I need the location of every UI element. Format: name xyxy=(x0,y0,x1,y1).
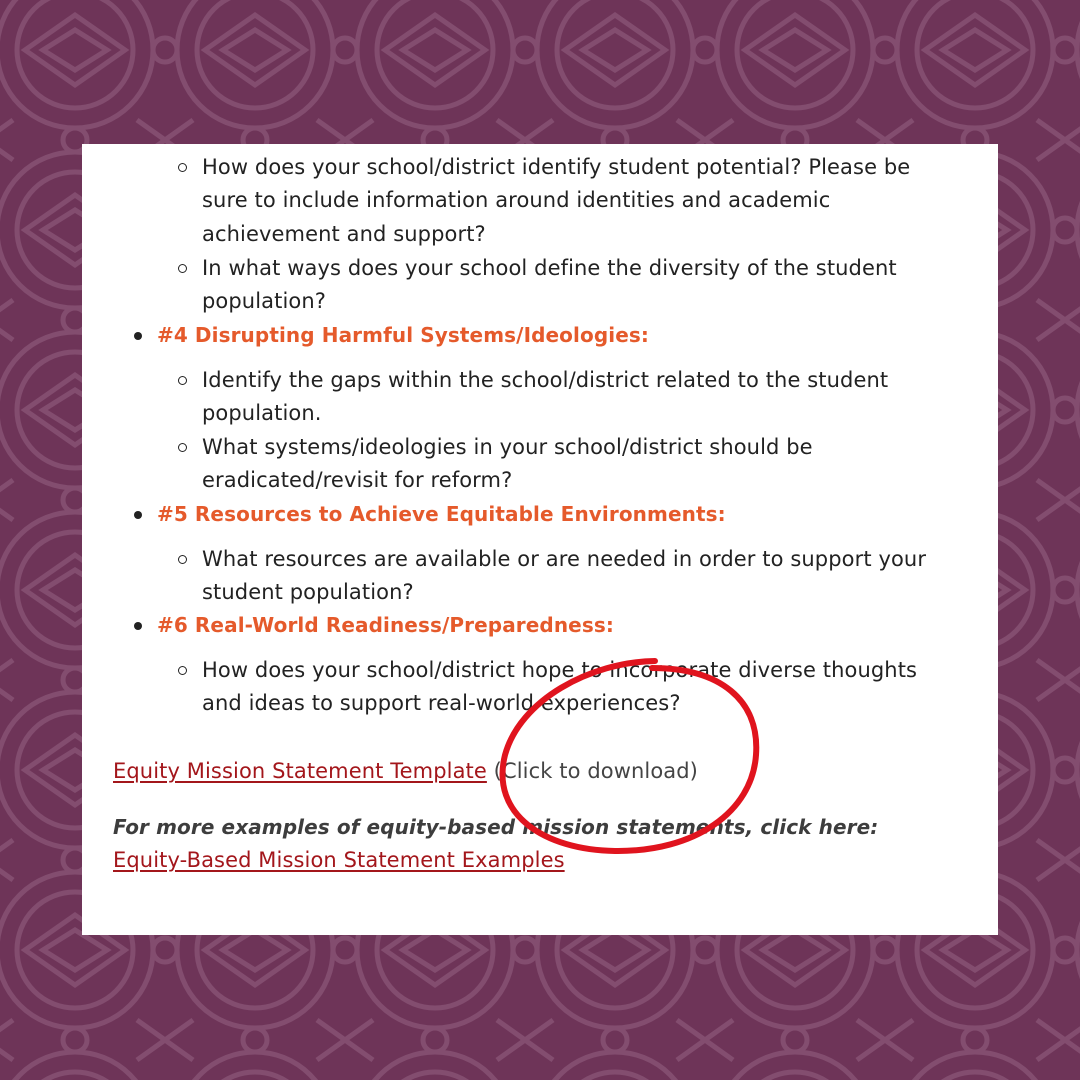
list-bullet xyxy=(134,622,142,630)
sub-bullet xyxy=(178,376,187,385)
sub-bullet xyxy=(178,555,187,564)
section-heading-5: #5 Resources to Achieve Equitable Environments: xyxy=(157,502,726,526)
download-hint: (Click to download) xyxy=(493,759,698,783)
sub-item-text: student population? xyxy=(202,580,414,604)
download-line xyxy=(113,755,698,789)
sub-bullet xyxy=(178,666,187,675)
sub-bullet xyxy=(178,443,187,452)
sub-bullet xyxy=(178,163,187,172)
content-card xyxy=(82,144,998,935)
equity-mission-template-link[interactable]: Equity Mission Statement Template xyxy=(113,759,487,783)
sub-item-text: population? xyxy=(202,289,326,313)
sub-item-text: eradicated/revisit for reform? xyxy=(202,468,513,492)
sub-item-text: What resources are available or are needed in order to support your xyxy=(202,547,927,571)
sub-bullet xyxy=(178,264,187,273)
sub-item-text: Identify the gaps within the school/district related to the student xyxy=(202,368,889,392)
sub-item-text: What systems/ideologies in your school/district should be xyxy=(202,435,813,459)
mission-examples-link[interactable]: Equity-Based Mission Statement Examples xyxy=(113,848,565,872)
section-heading-4: #4 Disrupting Harmful Systems/Ideologies: xyxy=(157,323,649,347)
sub-item-text: In what ways does your school define the diversity of the student xyxy=(202,256,897,280)
sub-item-text: sure to include information around identities and academic xyxy=(202,188,831,212)
section-heading-6: #6 Real-World Readiness/Preparedness: xyxy=(157,613,614,637)
more-examples-prompt: For more examples of equity-based mission statements, click here: xyxy=(113,815,879,839)
sub-item-text: How does your school/district hope to incorporate diverse thoughts xyxy=(202,658,918,682)
more-examples-line xyxy=(113,844,565,878)
sub-item-text: population. xyxy=(202,401,322,425)
sub-item-text: achievement and support? xyxy=(202,222,486,246)
sub-item-text: and ideas to support real-world experiences? xyxy=(202,691,681,715)
list-bullet xyxy=(134,511,142,519)
list-bullet xyxy=(134,332,142,340)
sub-item-text: How does your school/district identify student potential? Please be xyxy=(202,155,911,179)
